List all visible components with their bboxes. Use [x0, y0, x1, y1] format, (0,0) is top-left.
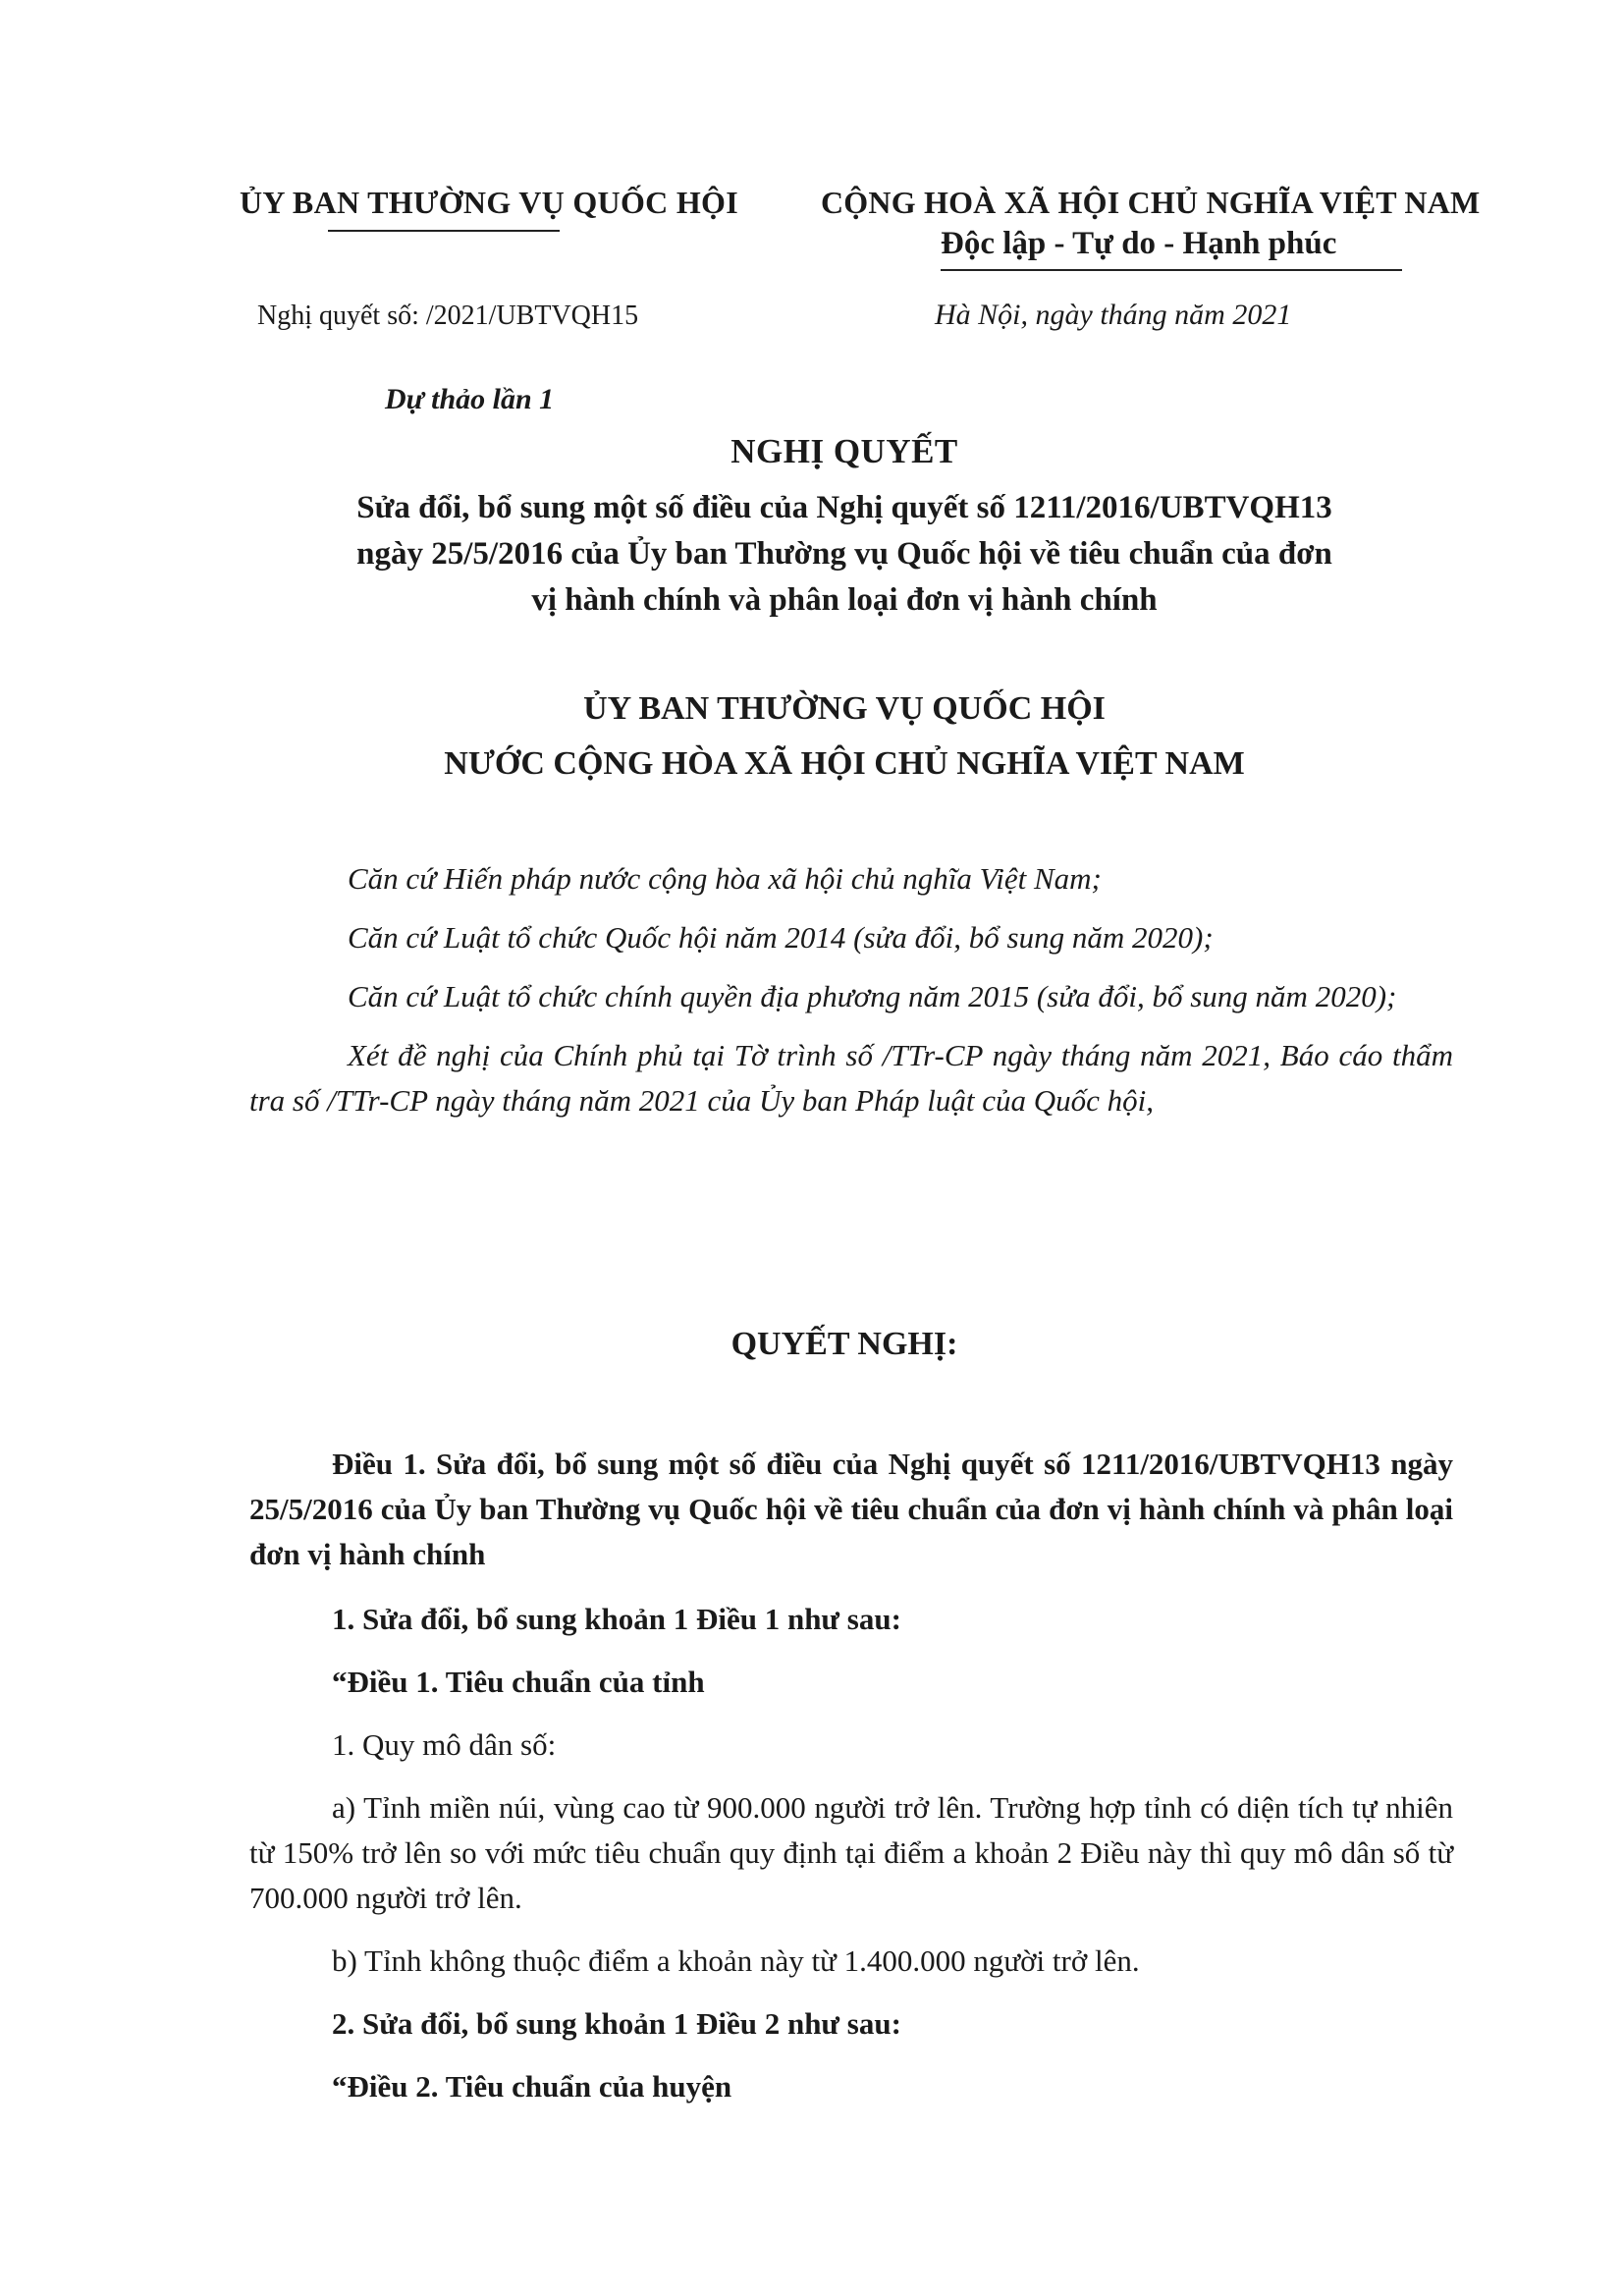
preamble-paragraph: Xét đề nghị của Chính phủ tại Tờ trình số /TTr-CP ngày tháng năm 2021, Báo cáo thẩm tra số /TTr-CP ngày tháng năm 2021 của Ủy ban Pháp luật của Quốc hội, [249, 1038, 1453, 1118]
subtitle-line: vị hành chính và phân loại đơn vị hành chính [531, 582, 1158, 618]
authority-line: ỦY BAN THƯỜNG VỤ QUỐC HỘI [583, 690, 1106, 727]
national-title: CỘNG HOÀ XÃ HỘI CHỦ NGHĨA VIỆT NAM [821, 185, 1481, 220]
resolve-heading: QUYẾT NGHỊ: [730, 1326, 958, 1362]
national-motto: Độc lập - Tự do - Hạnh phúc [941, 226, 1337, 261]
article-1-heading: Điều 1. Sửa đổi, bổ sung một số điều của Nghị quyết số 1211/2016/UBTVQH13 ngày 25/5/2016 của Ủy ban Thường vụ Quốc hội về tiêu chuẩn của đơn vị hành chính và phân loại đơn vị hành chính [249, 1447, 1453, 1571]
document-subtitle [236, 485, 1453, 624]
item-1-heading: 1. Sửa đổi, bổ sung khoản 1 Điều 1 như sau: [332, 1602, 901, 1636]
motto-underline [941, 269, 1402, 271]
subtitle-line: ngày 25/5/2016 của Ủy ban Thường vụ Quốc hội về tiêu chuẩn của đơn [356, 536, 1332, 572]
authority-heading [236, 682, 1453, 792]
point-b: b) Tỉnh không thuộc điểm a khoản này từ 1.400.000 người trở lên. [332, 1943, 1140, 1978]
population-clause: 1. Quy mô dân số: [332, 1727, 557, 1762]
document-title: NGHỊ QUYẾT [730, 432, 958, 470]
preamble [249, 856, 1453, 1137]
document-header [0, 179, 1622, 336]
item-2-heading: 2. Sửa đổi, bổ sung khoản 1 Điều 2 như sau: [332, 2006, 901, 2041]
preamble-paragraph: Căn cứ Luật tổ chức Quốc hội năm 2014 (sửa đổi, bổ sung năm 2020); [348, 920, 1214, 955]
preamble-paragraph: Căn cứ Hiến pháp nước cộng hòa xã hội chủ nghĩa Việt Nam; [348, 861, 1102, 896]
draft-label: Dự thảo lần 1 [385, 383, 555, 415]
preamble-paragraph: Căn cứ Luật tổ chức chính quyền địa phương năm 2015 (sửa đổi, bổ sung năm 2020); [348, 979, 1397, 1013]
quoted-article-1: “Điều 1. Tiêu chuẩn của tỉnh [332, 1665, 705, 1699]
document-date: Hà Nội, ngày tháng năm 2021 [935, 299, 1292, 331]
authority-line: NƯỚC CỘNG HÒA XÃ HỘI CHỦ NGHĨA VIỆT NAM [444, 745, 1245, 782]
point-a: a) Tỉnh miền núi, vùng cao từ 900.000 người trở lên. Trường hợp tỉnh có diện tích tự nhiên từ 150% trở lên so với mức tiêu chuẩn quy định tại điểm a khoản 2 Điều này thì quy mô dân số từ 700.000 người trở lên. [249, 1790, 1453, 1915]
issuing-agency: ỦY BAN THƯỜNG VỤ QUỐC HỘI [240, 185, 738, 220]
subtitle-line: Sửa đổi, bổ sung một số điều của Nghị quyết số 1211/2016/UBTVQH13 [356, 490, 1332, 525]
quoted-article-2: “Điều 2. Tiêu chuẩn của huyện [332, 2069, 732, 2104]
agency-underline [328, 230, 560, 232]
document-number: Nghị quyết số: /2021/UBTVQH15 [257, 301, 639, 331]
document-body [249, 1442, 1453, 2127]
